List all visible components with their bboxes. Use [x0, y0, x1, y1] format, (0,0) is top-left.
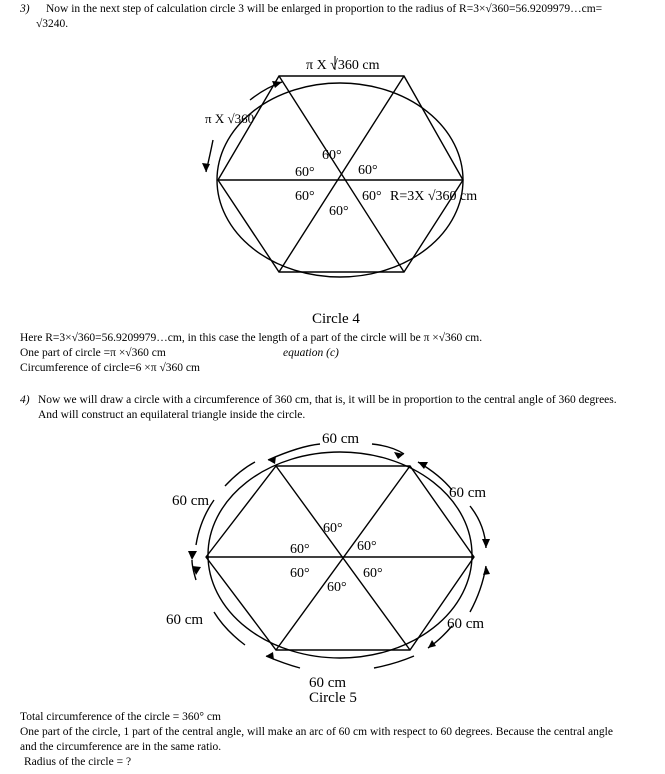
fig2-angle-ur: 60° — [357, 539, 377, 554]
fig1-angle-ur: 60° — [358, 163, 378, 178]
circle-5-hexagon — [206, 466, 474, 650]
fig1-angle-ul: 60° — [295, 165, 315, 180]
notes-2-line-4: Radius of the circle = ? — [24, 756, 132, 768]
notes-1-equation-ref: equation (c) — [283, 347, 339, 359]
notes-1-line-2: One part of circle =π ×√360 cm — [20, 347, 166, 359]
fig2-arc-top: 60 cm — [322, 431, 360, 447]
fig1-angle-lr: 60° — [362, 189, 382, 204]
step-3-line-1: Now in the next step of calculation circle 3 will be enlarged in proportion to the radius of R=3×√360=56.9209979…cm= — [46, 3, 603, 15]
arrowhead-icon — [266, 652, 274, 660]
arrowhead-icon — [202, 163, 210, 172]
fig1-caption: Circle 4 — [312, 311, 360, 327]
fig1-angle-ll: 60° — [295, 189, 315, 204]
fig2-arc-lower-right: 60 cm — [447, 616, 485, 632]
fig1-angle-bottom: 60° — [329, 204, 349, 219]
step-3-number: 3) — [20, 3, 30, 15]
fig2-angle-ll: 60° — [290, 566, 310, 581]
arrowhead-icon — [272, 81, 282, 88]
step-4-number: 4) — [20, 394, 30, 406]
arrowhead-icon — [483, 566, 490, 575]
arc-arrow — [372, 444, 404, 454]
fig1-left-label: π X √360 — [205, 111, 255, 126]
fig2-angle-bottom: 60° — [327, 580, 347, 595]
fig2-angle-top: 60° — [323, 521, 343, 536]
arrowhead-icon — [268, 456, 276, 464]
fig1-radius-label: R=3X √360 cm — [390, 189, 478, 204]
fig2-arc-upper-right: 60 cm — [449, 485, 487, 501]
fig2-arc-upper-left: 60 cm — [172, 493, 210, 509]
fig2-angle-lr: 60° — [363, 566, 383, 581]
arrowhead-icon — [428, 640, 436, 648]
fig2-angle-ul: 60° — [290, 542, 310, 557]
notes-1-line-3: Circumference of circle=6 ×π √360 cm — [20, 362, 200, 374]
notes-2-line-2: One part of the circle, 1 part of the central angle, will make an arc of 60 cm with respect to 60 degrees. Because the central angle — [20, 726, 613, 738]
notes-2-line-1: Total circumference of the circle = 360° cm — [20, 711, 221, 723]
circle-4-hexagon — [218, 76, 463, 272]
notes-1-line-1: Here R=3×√360=56.9209979…cm, in this case the length of a part of the circle will be π ×√360 cm. — [20, 332, 483, 344]
arc-arrow — [225, 462, 255, 486]
fig1-angle-top: 60° — [322, 148, 342, 163]
fig2-arc-lower-left: 60 cm — [166, 612, 204, 628]
fig1-top-label: π X √360 cm — [306, 58, 380, 73]
arc-arrow — [470, 566, 486, 612]
fig2-arc-bottom: 60 cm — [309, 675, 347, 691]
arrowhead-icon — [188, 551, 197, 560]
arc-arrow — [214, 612, 245, 645]
step-3-line-2: √3240. — [36, 18, 69, 30]
arrowhead-icon — [482, 539, 490, 548]
step-4-line-2: And will construct an equilateral triangle inside the circle. — [38, 409, 306, 421]
fig2-caption: Circle 5 — [309, 690, 357, 706]
arc-arrow — [374, 656, 414, 668]
notes-2-line-3: and the circumference are in the same ratio. — [20, 741, 222, 753]
step-4-line-1: Now we will draw a circle with a circumference of 360 cm, that is, it will be in proportion to the central angle of 360 degrees. — [38, 394, 617, 406]
